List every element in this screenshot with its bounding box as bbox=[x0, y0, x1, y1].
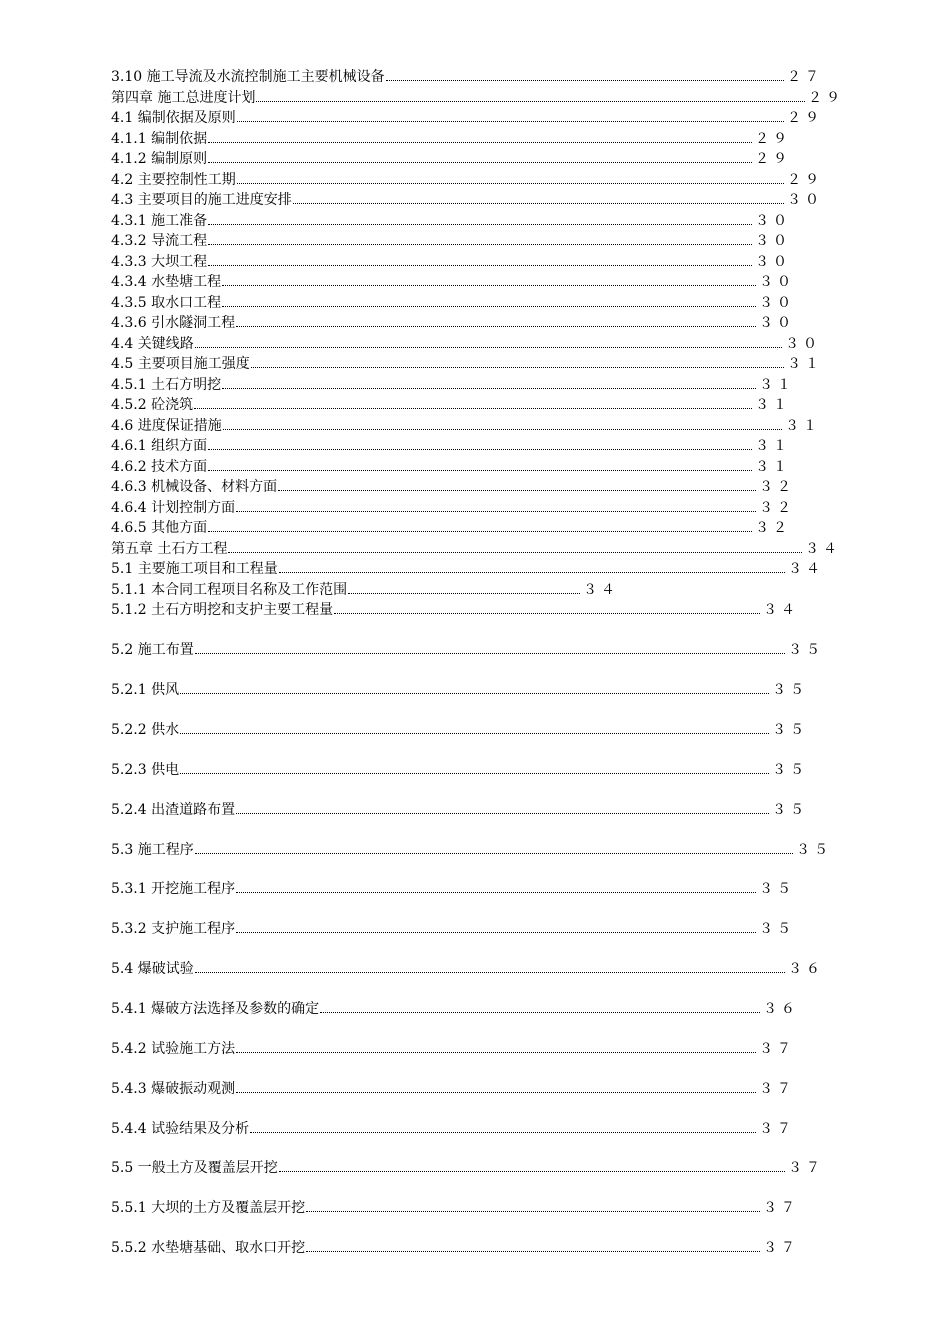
dot-leader bbox=[251, 367, 784, 368]
dot-leader bbox=[278, 490, 756, 491]
dot-leader bbox=[334, 613, 760, 614]
toc-entry-title: 5.3 施工程序 bbox=[111, 842, 194, 858]
toc-entry[interactable] bbox=[111, 332, 821, 352]
toc-entry-title: 5.2.1 供风 bbox=[111, 682, 180, 698]
toc-entry-page: ３５ bbox=[796, 842, 832, 858]
toc-entry-title: 4.6.4 计划控制方面 bbox=[111, 500, 236, 516]
toc-entry-page: ３１ bbox=[755, 459, 791, 475]
toc-entry-page: ２９ bbox=[755, 131, 791, 147]
dot-leader bbox=[237, 121, 784, 122]
toc-entry-page: ２９ bbox=[787, 110, 823, 126]
toc-entry-title: 4.3.4 水垫塘工程 bbox=[111, 274, 222, 290]
toc-entry-title: 5.2.2 供水 bbox=[111, 722, 180, 738]
dot-leader bbox=[208, 162, 752, 163]
toc-entry-page: ３７ bbox=[788, 1160, 824, 1176]
toc-entry-title: 5.3.1 开挖施工程序 bbox=[111, 881, 236, 897]
dot-leader bbox=[208, 224, 752, 225]
toc-entry-page: ３０ bbox=[785, 336, 821, 352]
dot-leader bbox=[279, 572, 785, 573]
toc-entry[interactable] bbox=[111, 455, 791, 475]
toc-entry-page: ３４ bbox=[583, 582, 619, 598]
dot-leader bbox=[208, 470, 752, 471]
toc-entry-page: ３５ bbox=[759, 881, 795, 897]
toc-entry[interactable] bbox=[111, 188, 823, 208]
dot-leader bbox=[386, 80, 784, 81]
toc-entry-page: ３７ bbox=[763, 1200, 799, 1216]
toc-entry-title: 4.4 关键线路 bbox=[111, 336, 194, 352]
toc-entry-page: ３５ bbox=[788, 642, 824, 658]
toc-entry-title: 4.5.1 土石方明挖 bbox=[111, 377, 222, 393]
toc-entry-title: 4.5 主要项目施工强度 bbox=[111, 356, 250, 372]
toc-entry-page: ３０ bbox=[755, 213, 791, 229]
toc-entry-page: ３１ bbox=[787, 356, 823, 372]
dot-leader bbox=[236, 1092, 756, 1093]
toc-entry-page: ３４ bbox=[805, 541, 841, 557]
dot-leader bbox=[236, 1052, 756, 1053]
toc-entry[interactable] bbox=[111, 147, 791, 167]
toc-entry[interactable] bbox=[111, 1236, 799, 1256]
dot-leader bbox=[279, 1171, 785, 1172]
toc-entry-page: ３０ bbox=[759, 295, 795, 311]
toc-entry-title: 5.4.1 爆破方法选择及参数的确定 bbox=[111, 1001, 320, 1017]
toc-entry-title: 4.6.3 机械设备、材料方面 bbox=[111, 479, 278, 495]
toc-entry-title: 4.6 进度保证措施 bbox=[111, 418, 222, 434]
toc-entry-title: 5.3.2 支护施工程序 bbox=[111, 921, 236, 937]
toc-entry-page: ３５ bbox=[772, 762, 808, 778]
toc-entry-page: ３０ bbox=[755, 254, 791, 270]
dot-leader bbox=[236, 813, 769, 814]
toc-entry-title: 第五章 土石方工程 bbox=[111, 541, 228, 557]
toc-entry-title: 4.1.1 编制依据 bbox=[111, 131, 208, 147]
toc-entry-page: ３６ bbox=[763, 1001, 799, 1017]
toc-entry[interactable] bbox=[111, 127, 791, 147]
toc-entry[interactable] bbox=[111, 578, 619, 598]
toc-entry-page: ３７ bbox=[763, 1240, 799, 1256]
toc-entry[interactable] bbox=[111, 516, 791, 536]
toc-entry-title: 4.5.2 砼浇筑 bbox=[111, 397, 194, 413]
toc-entry[interactable] bbox=[111, 475, 795, 495]
toc-entry[interactable] bbox=[111, 877, 795, 897]
toc-entry-page: ３５ bbox=[772, 682, 808, 698]
toc-entry[interactable] bbox=[111, 311, 795, 331]
toc-entry-page: ２９ bbox=[808, 90, 844, 106]
dot-leader bbox=[237, 183, 784, 184]
dot-leader bbox=[256, 101, 805, 102]
toc-entry[interactable] bbox=[111, 434, 791, 454]
toc-entry-title: 3.10 施工导流及水流控制施工主要机械设备 bbox=[111, 69, 385, 85]
toc-entry-title: 5.2 施工布置 bbox=[111, 642, 194, 658]
toc-entry[interactable] bbox=[111, 957, 824, 977]
toc-entry-title: 4.2 主要控制性工期 bbox=[111, 172, 236, 188]
toc-entry-page: ３０ bbox=[759, 274, 795, 290]
toc-entry-title: 4.3.2 导流工程 bbox=[111, 233, 208, 249]
dot-leader bbox=[228, 552, 802, 553]
toc-entry[interactable] bbox=[111, 638, 824, 658]
toc-entry-title: 5.4 爆破试验 bbox=[111, 961, 194, 977]
toc-entry-title: 4.3.3 大坝工程 bbox=[111, 254, 208, 270]
dot-leader bbox=[208, 244, 752, 245]
dot-leader bbox=[348, 593, 580, 594]
toc-entry-page: ３７ bbox=[759, 1041, 795, 1057]
toc-entry[interactable] bbox=[111, 168, 823, 188]
toc-entry-page: ３２ bbox=[755, 520, 791, 536]
dot-leader bbox=[208, 142, 752, 143]
toc-entry[interactable] bbox=[111, 758, 808, 778]
toc-entry-title: 5.5 一般土方及覆盖层开挖 bbox=[111, 1160, 278, 1176]
toc-entry[interactable] bbox=[111, 718, 808, 738]
toc-entry-title: 4.6.1 组织方面 bbox=[111, 438, 208, 454]
toc-entry-title: 4.1 编制依据及原则 bbox=[111, 110, 236, 126]
toc-entry[interactable] bbox=[111, 65, 823, 85]
dot-leader bbox=[194, 408, 752, 409]
dot-leader bbox=[208, 449, 752, 450]
toc-entry-page: ３７ bbox=[759, 1081, 795, 1097]
dot-leader bbox=[208, 265, 752, 266]
toc-entry-page: ２９ bbox=[787, 172, 823, 188]
toc-entry-page: ３６ bbox=[788, 961, 824, 977]
toc-entry[interactable] bbox=[111, 598, 799, 618]
dot-leader bbox=[222, 306, 756, 307]
toc-entry[interactable] bbox=[111, 250, 791, 270]
toc-entry[interactable] bbox=[111, 838, 832, 858]
toc-entry-page: ３１ bbox=[755, 438, 791, 454]
dot-leader bbox=[236, 326, 756, 327]
toc-entry[interactable] bbox=[111, 209, 791, 229]
toc-entry-title: 5.1 主要施工项目和工程量 bbox=[111, 561, 278, 577]
toc-entry-title: 4.3.5 取水口工程 bbox=[111, 295, 222, 311]
dot-leader bbox=[208, 531, 752, 532]
toc-entry-page: ３５ bbox=[772, 802, 808, 818]
toc-entry[interactable] bbox=[111, 229, 791, 249]
toc-entry[interactable] bbox=[111, 86, 844, 106]
dot-leader bbox=[180, 733, 769, 734]
toc-entry[interactable] bbox=[111, 917, 795, 937]
toc-entry[interactable] bbox=[111, 496, 795, 516]
toc-entry-page: ３１ bbox=[759, 377, 795, 393]
toc-entry[interactable] bbox=[111, 557, 824, 577]
toc-entry[interactable] bbox=[111, 1156, 824, 1176]
dot-leader bbox=[306, 1211, 760, 1212]
toc-entry-page: ３０ bbox=[755, 233, 791, 249]
toc-entry-page: ２９ bbox=[755, 151, 791, 167]
dot-leader bbox=[306, 1251, 760, 1252]
dot-leader bbox=[320, 1012, 760, 1013]
dot-leader bbox=[236, 892, 756, 893]
toc-entry[interactable] bbox=[111, 106, 823, 126]
toc-entry-title: 5.4.3 爆破振动观测 bbox=[111, 1081, 236, 1097]
toc-entry-title: 5.4.4 试验结果及分析 bbox=[111, 1121, 250, 1137]
toc-entry-page: ２７ bbox=[787, 69, 823, 85]
toc-entry-title: 4.6.2 技术方面 bbox=[111, 459, 208, 475]
toc-entry-title: 4.6.5 其他方面 bbox=[111, 520, 208, 536]
dot-leader bbox=[222, 388, 756, 389]
dot-leader bbox=[195, 653, 785, 654]
toc-entry-page: ３１ bbox=[785, 418, 821, 434]
toc-entry-page: ３２ bbox=[759, 479, 795, 495]
toc-entry-title: 5.2.3 供电 bbox=[111, 762, 180, 778]
dot-leader bbox=[195, 853, 793, 854]
dot-leader bbox=[195, 347, 782, 348]
toc-entry[interactable] bbox=[111, 291, 795, 311]
toc-entry-title: 5.4.2 试验施工方法 bbox=[111, 1041, 236, 1057]
toc-entry-page: ３０ bbox=[759, 315, 795, 331]
toc-entry-title: 4.3 主要项目的施工进度安排 bbox=[111, 192, 292, 208]
dot-leader bbox=[180, 693, 769, 694]
toc-entry[interactable] bbox=[111, 537, 841, 557]
toc-entry[interactable] bbox=[111, 1037, 795, 1057]
dot-leader bbox=[236, 932, 756, 933]
toc-entry-title: 4.3.6 引水隧洞工程 bbox=[111, 315, 236, 331]
toc-entry-title: 5.1.1 本合同工程项目名称及工作范围 bbox=[111, 582, 348, 598]
toc-entry[interactable] bbox=[111, 798, 808, 818]
toc-entry-title: 4.1.2 编制原则 bbox=[111, 151, 208, 167]
dot-leader bbox=[293, 203, 784, 204]
dot-leader bbox=[236, 511, 756, 512]
toc-entry[interactable] bbox=[111, 414, 821, 434]
toc-entry-page: ３４ bbox=[788, 561, 824, 577]
toc-entry[interactable] bbox=[111, 1196, 799, 1216]
dot-leader bbox=[222, 285, 756, 286]
toc-entry-page: ３５ bbox=[759, 921, 795, 937]
toc-entry-page: ３７ bbox=[759, 1121, 795, 1137]
toc-entry-title: 5.1.2 土石方明挖和支护主要工程量 bbox=[111, 602, 334, 618]
toc-entry-title: 4.3.1 施工准备 bbox=[111, 213, 208, 229]
dot-leader bbox=[223, 429, 782, 430]
dot-leader bbox=[195, 972, 785, 973]
toc-entry-title: 5.2.4 出渣道路布置 bbox=[111, 802, 236, 818]
toc-entry-title: 5.5.1 大坝的土方及覆盖层开挖 bbox=[111, 1200, 306, 1216]
toc-entry-page: ３５ bbox=[772, 722, 808, 738]
toc-entry[interactable] bbox=[111, 1117, 795, 1137]
toc-entry-page: ３２ bbox=[759, 500, 795, 516]
toc-entry[interactable] bbox=[111, 270, 795, 290]
toc-entry[interactable] bbox=[111, 352, 823, 372]
toc-entry-page: ３０ bbox=[787, 192, 823, 208]
toc-entry[interactable] bbox=[111, 393, 791, 413]
toc-entry[interactable] bbox=[111, 1077, 795, 1097]
toc-entry-page: ３１ bbox=[755, 397, 791, 413]
dot-leader bbox=[250, 1132, 756, 1133]
toc-entry[interactable] bbox=[111, 373, 795, 393]
dot-leader bbox=[180, 773, 769, 774]
toc-entry-title: 5.5.2 水垫塘基础、取水口开挖 bbox=[111, 1240, 306, 1256]
toc-entry[interactable] bbox=[111, 678, 808, 698]
toc-entry-page: ３４ bbox=[763, 602, 799, 618]
toc-entry-title: 第四章 施工总进度计划 bbox=[111, 90, 256, 106]
toc-entry[interactable] bbox=[111, 997, 799, 1017]
